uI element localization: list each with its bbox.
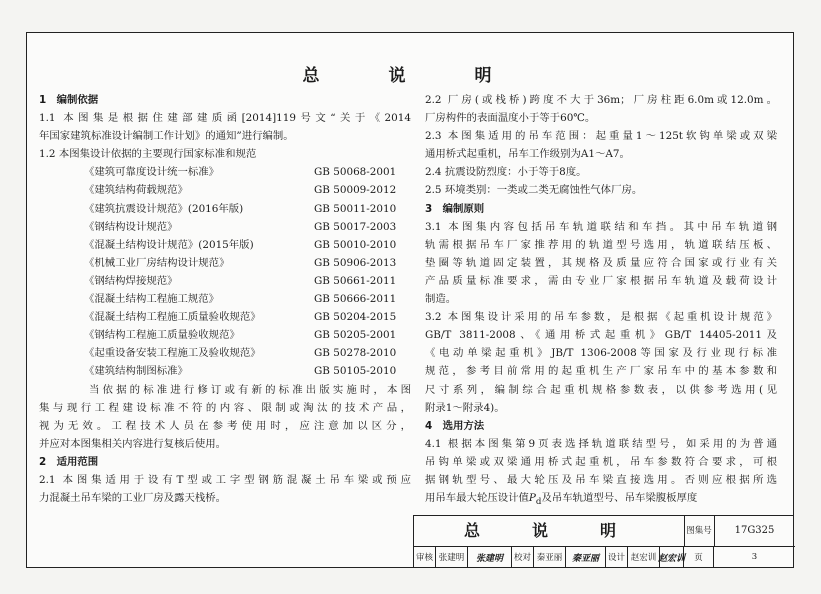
text-line: 2.5 环境类别：一类或二类无腐蚀性气体厂房。 — [425, 184, 643, 197]
text-line: 吊钩单梁或双梁通用桥式起重机，吊车参数符合要求，可根 — [425, 455, 777, 468]
page-number: 3 — [751, 552, 758, 562]
page-title: 总 说 明 — [302, 66, 518, 86]
title-block-name: 总 说 明 — [414, 516, 685, 547]
text-line: 1.1 本图集是根据住建部建质函[2014]119号文“关于《2014 — [39, 112, 411, 125]
standard-row — [39, 181, 411, 199]
text-line: 并应对本图集相关内容进行复核后使用。 — [39, 437, 227, 450]
text-line: 3.2 本图集设计采用的吊车参数，是根据《起重机设计规范》 — [425, 311, 777, 324]
designer-signature: 赵宏训 — [660, 546, 684, 568]
section-heading-2: 2 适用范围 — [39, 455, 99, 468]
standard-row — [39, 290, 411, 308]
standard-row — [39, 344, 411, 362]
standard-name: 《混凝土结构设计规范》(2015年版) — [84, 238, 254, 251]
text-line: 产品质量标准要求，需由专业厂家根据吊车轨道及载荷设计 — [425, 274, 777, 287]
standard-row — [39, 236, 411, 254]
standard-name: 《混凝土结构工程施工规范》 — [84, 293, 220, 306]
standard-row — [39, 200, 411, 218]
text-line: 轨需根据吊车厂家推荐用的轨道型号选用，轨道联结压板、 — [425, 238, 777, 251]
standard-name: 《起重设备安装工程施工及验收规范》 — [84, 347, 261, 360]
reviewer-signature: 张建明 — [468, 546, 512, 568]
checker-name: 秦亚丽 — [534, 546, 566, 568]
text-line: 视为无效。工程技术人员在参考使用时，应注意加以区分， — [39, 419, 411, 432]
standard-code: GB 50105-2010 — [314, 365, 397, 378]
text-line — [425, 489, 777, 507]
text-line: 力混凝土吊车梁的工业厂房及露天栈桥。 — [39, 492, 227, 505]
standard-name: 《钢结构工程施工质量验收规范》 — [84, 329, 240, 342]
standard-name: 《建筑结构制图标准》 — [84, 365, 188, 378]
checker-signature: 秦亚丽 — [566, 546, 606, 568]
text-line: 当依据的标准进行修订或有新的标准出版实施时，本图 — [89, 383, 411, 396]
text-line: 通用桥式起重机，吊车工作级别为A1～A7。 — [425, 148, 630, 161]
design-label: 设计 — [606, 546, 628, 568]
text-line: 2.3 本图集适用的吊车范围：起重量1～125t软钩单梁或双梁 — [425, 130, 777, 143]
standard-code: GB 50666-2011 — [314, 293, 397, 306]
symbol-p: P — [528, 492, 536, 505]
review-label: 审核 — [414, 546, 436, 568]
section-heading-3: 3 编制原则 — [425, 202, 485, 215]
standard-row — [39, 362, 411, 380]
section-heading-1: 1 编制依据 — [39, 94, 99, 106]
drawing-sheet — [26, 32, 794, 568]
atlas-number: 17G325 — [714, 516, 795, 547]
standard-code: GB 50906-2013 — [314, 256, 397, 269]
standard-name: 《混凝土结构工程施工质量验收规范》 — [84, 311, 261, 324]
text-line: 2.4 抗震设防烈度：小于等于8度。 — [425, 166, 587, 179]
atlas-label: 图集号 — [684, 516, 715, 547]
standard-name: 《建筑结构荷载规范》 — [84, 184, 188, 197]
section-heading-4: 4 选用方法 — [425, 419, 485, 432]
standard-name: 《钢结构设计规范》 — [84, 220, 178, 233]
standard-row — [39, 308, 411, 326]
left-column — [39, 91, 411, 507]
text-line: 2.2 厂房(或栈桥)跨度不大于36m；厂房柱距6.0m或12.0m。 — [425, 94, 777, 106]
standard-code: GB 50017-2003 — [314, 220, 397, 233]
reviewer-name: 张建明 — [436, 546, 468, 568]
page-label: 页 — [684, 546, 714, 568]
standards-list — [39, 163, 411, 380]
standard-name: 《机械工业厂房结构设计规范》 — [84, 256, 230, 269]
text-line: 尺寸系列，编制综合起重机规格参数表，以供参考选用(见 — [425, 383, 777, 396]
standard-code: GB 50010-2010 — [314, 238, 397, 251]
text-line: 据钢轨型号、最大轮压及吊车梁直接选用。否则应根据所选 — [425, 473, 777, 486]
standard-code: GB 50661-2011 — [314, 274, 397, 287]
standard-row — [39, 163, 411, 181]
text-line: 厂房构件的表面温度小于等于60℃。 — [425, 112, 596, 125]
text-line: GB/T 3811-2008、《通用桥式起重机》GB/T 14405-2011及 — [425, 329, 777, 342]
text-line: 垫圈等轨道固定装置，其规格及质量应符合国家或行业有关 — [425, 256, 777, 269]
standard-code: GB 50278-2010 — [314, 347, 397, 360]
standard-name: 《钢结构焊接规范》 — [84, 274, 178, 287]
text-line: 规范，参考目前常用的起重机生产厂家吊车中的基本参数和 — [425, 365, 777, 378]
right-column — [425, 91, 777, 507]
text-line: 年国家建筑标准设计编制工作计划》的通知”进行编制。 — [39, 130, 294, 143]
standard-row — [39, 326, 411, 344]
text-line: 3.1 本图集内容包括吊车轨道联结和车挡。其中吊车轨道钢 — [425, 220, 777, 233]
standard-code: GB 50011-2010 — [314, 202, 397, 215]
check-label: 校对 — [512, 546, 534, 568]
standard-code: GB 50009-2012 — [314, 184, 397, 197]
text-fragment: 及吊车轨道型号、吊车梁腹板厚度 — [541, 492, 698, 505]
standard-code: GB 50205-2001 — [314, 329, 397, 342]
designer-name: 赵宏训 — [628, 546, 660, 568]
text-line: 《电动单梁起重机》JB/T 1306-2008等国家及行业现行标准 — [425, 347, 777, 360]
standard-code: GB 50068-2001 — [314, 166, 397, 179]
standard-row — [39, 218, 411, 236]
text-line: 2.1 本图集适用于设有T型或工字型钢筋混凝土吊车梁或预应 — [39, 473, 411, 486]
standard-name: 《建筑可靠度设计统一标准》 — [84, 166, 220, 179]
symbol-subscript: d — [535, 497, 542, 508]
title-block — [413, 515, 794, 568]
standard-row — [39, 254, 411, 272]
text-line: 附录1～附录4)。 — [425, 401, 505, 414]
text-fragment: 用吊车最大轮压设计值 — [425, 492, 529, 505]
standard-name: 《建筑抗震设计规范》(2016年版) — [84, 202, 244, 215]
signature-row — [414, 546, 795, 568]
text-line: 1.2 本图集设计依据的主要现行国家标准和规范 — [39, 148, 257, 161]
standard-row — [39, 272, 411, 290]
text-line: 集与现行工程建设标准不符的内容、限制或淘汰的技术产品， — [39, 401, 411, 414]
text-line: 4.1 根据本图集第9页表选择轨道联结型号，如采用的为普通 — [425, 437, 777, 450]
text-line: 制造。 — [425, 293, 457, 306]
standard-code: GB 50204-2015 — [314, 311, 397, 324]
